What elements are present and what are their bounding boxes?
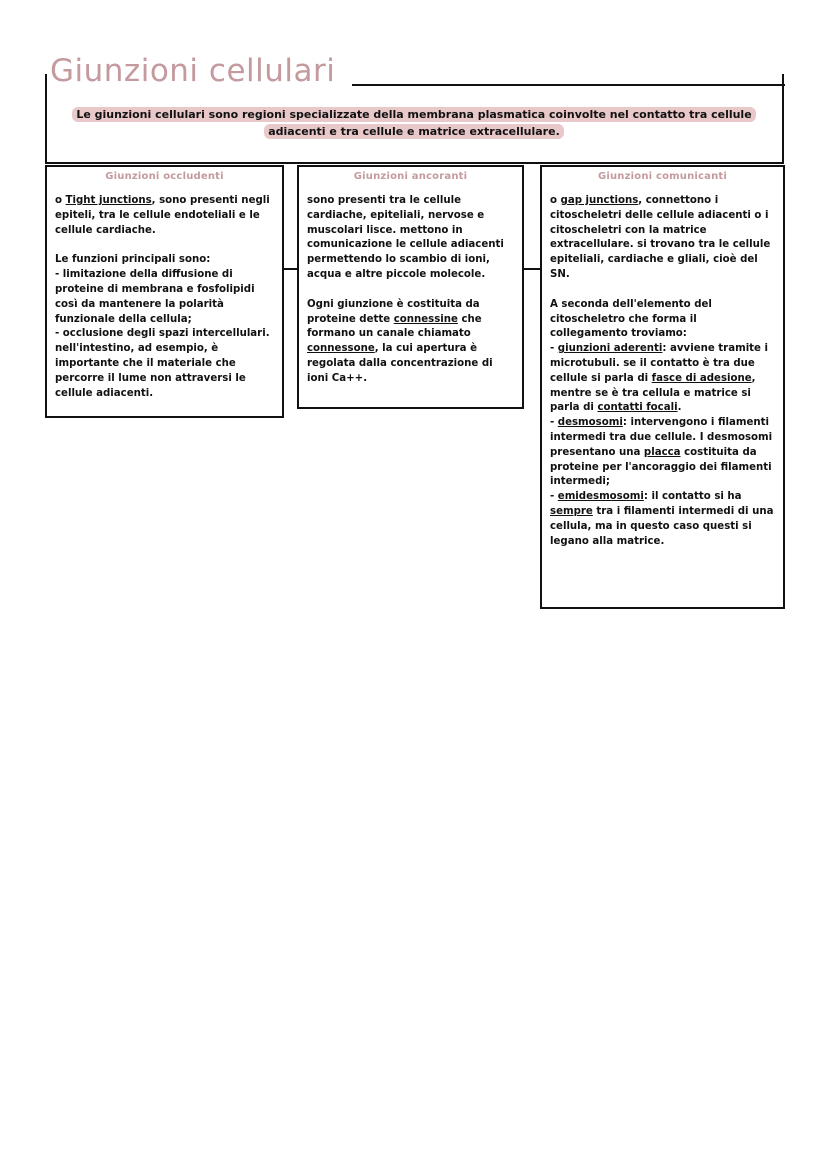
column-heading-ancoranti: Giunzioni ancoranti	[353, 171, 468, 182]
term-emidesmosomi: emidesmosomi	[557, 491, 644, 503]
term-giunzioni-aderenti: giunzioni aderenti	[557, 343, 663, 355]
term-contatti-focali: contatti focali	[597, 402, 678, 414]
term-gap-junctions: gap junctions	[560, 195, 639, 206]
term-desmosomi: desmosomi	[557, 417, 623, 429]
occludenti-functions-text: Le funzioni principali sono: - limitazione della diffusione di proteine di membrana e fosfolipidi così da mantenere la polarità funzionale della cellula; - occlusione degli spazi intercellulari. nell'intestino, ad esempio, è importante che il materiale che percorre il lume non attraversi le cellule adiacenti.	[55, 254, 270, 399]
connector-left	[284, 268, 297, 270]
text-run: , la cui apertura è regolata dalla concentrazione di ioni Ca++.	[307, 343, 493, 384]
text-run: , mentre se è tra cellula e matrice si parla di	[550, 372, 756, 414]
text-run: Ogni giunzione è costituita da proteine dette	[307, 298, 480, 325]
term-placca: placca	[643, 446, 681, 458]
page-title: Giunzioni cellulari	[50, 53, 336, 89]
comunicanti-detail-text	[550, 298, 775, 550]
text-run: , sono presenti negli epiteli, tra le cellule endoteliali e le cellule cardiache.	[55, 195, 270, 236]
ancoranti-intro-text: sono presenti tra le cellule cardiache, epiteliali, nervose e muscolari lisce. mettono in comunicazione le cellule adiacenti permettendo lo scambio di ioni, acqua e altre piccole molecole.	[307, 195, 504, 280]
column-heading-occludenti: Giunzioni occludenti	[105, 171, 224, 182]
column-occludenti	[45, 165, 284, 418]
text-run: o	[55, 195, 66, 206]
connector-right	[524, 268, 540, 270]
text-run: A seconda dell'elemento del citoscheletro che forma il collegamento troviamo: -	[550, 298, 712, 355]
text-run: : intervengono i filamenti intermedi tra due cellule. I desmosomi presentano una	[550, 417, 773, 458]
term-tight-junctions: Tight junctions	[65, 195, 152, 206]
comunicanti-intro-text	[550, 194, 775, 283]
intro-highlight: Le giunzioni cellulari sono regioni specializzate della membrana plasmatica coinvolte nel contatto tra cellule adiacenti e tra cellule e matrice extracellulare.	[72, 107, 755, 139]
occludenti-intro-text	[55, 194, 274, 238]
text-run: : avviene tramite i microtubuli. se il contatto è tra due cellule si parla di	[550, 343, 769, 384]
term-sempre: sempre	[550, 505, 593, 517]
text-run: . -	[550, 402, 682, 429]
column-comunicanti	[540, 165, 785, 609]
column-ancoranti	[297, 165, 524, 409]
term-connessine: connessine	[393, 313, 458, 325]
term-connessone: connessone	[307, 343, 375, 355]
intro-definition	[64, 106, 764, 140]
text-run: : il contatto si ha	[643, 491, 742, 503]
term-fasce-di-adesione: fasce di adesione	[651, 372, 752, 384]
text-run: che formano un canale chiamato	[307, 313, 482, 340]
column-heading-comunicanti: Giunzioni comunicanti	[597, 171, 728, 182]
text-run: costituita da proteine per l'ancoraggio dei filamenti intermedi; -	[550, 446, 772, 503]
ancoranti-detail-text	[307, 298, 514, 387]
text-run: , connettono i citoscheletri delle cellule adiacenti o i citoscheletri con la matrice extracellulare. si trovano tra le cellule epiteliali, cardiache e gliali, cioè del SN.	[550, 195, 771, 280]
text-run: tra i filamenti intermedi di una cellula, ma in questo caso questi si legano alla matrice.	[550, 505, 774, 547]
text-run: o	[550, 195, 561, 206]
